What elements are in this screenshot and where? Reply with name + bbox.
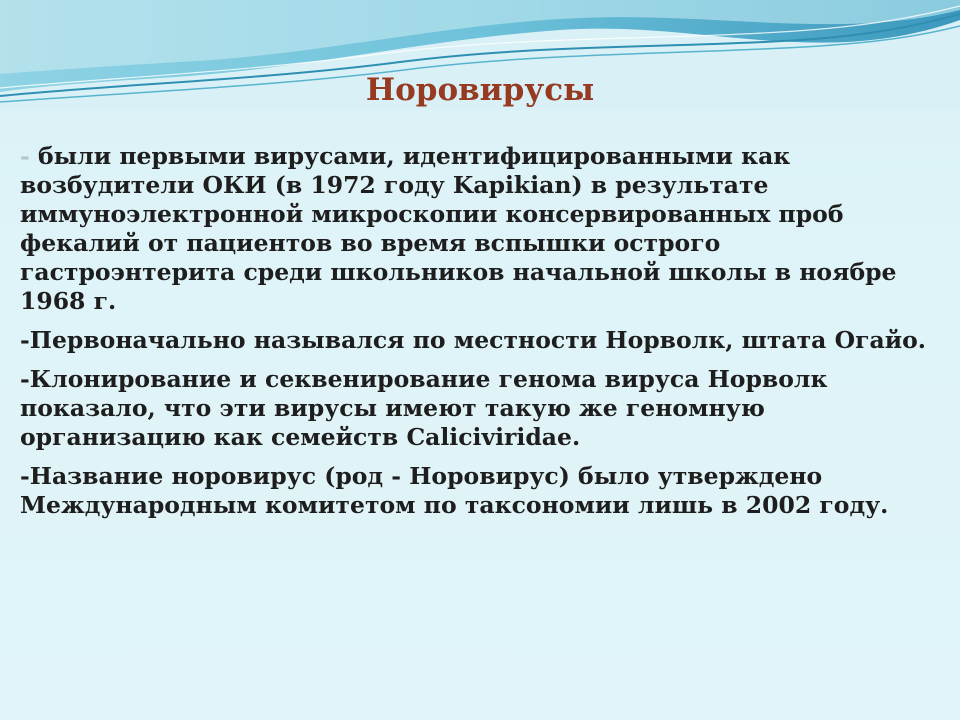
paragraph-1 [20,142,930,316]
paragraph-2: -Первоначально назывался по местности Норволк, штата Огайо. [20,326,926,354]
faint-dash-marker: - [20,142,38,170]
slide-body [20,142,930,530]
slide-title: Норовирусы [365,72,595,108]
paragraph-3: -Клонирование и секвенирование генома вируса Норволк показало, что эти вирусы имеют такую же геномную организацию как семейств Caliciviridae. [20,365,828,451]
paragraph-1-text: были первыми вирусами, идентифицированными как возбудители ОКИ (в 1972 году Kapikian) в результате иммуноэлектронной микроскопии консервированных проб фекалий от пациентов во время вспышки острого гастроэнтерита среди школьников начальной школы в ноябре 1968 г. [20,142,897,315]
paragraph-4: -Название норовирус (род - Норовирус) было утверждено Международным комитетом по таксономии лишь в 2002 году. [20,462,889,519]
